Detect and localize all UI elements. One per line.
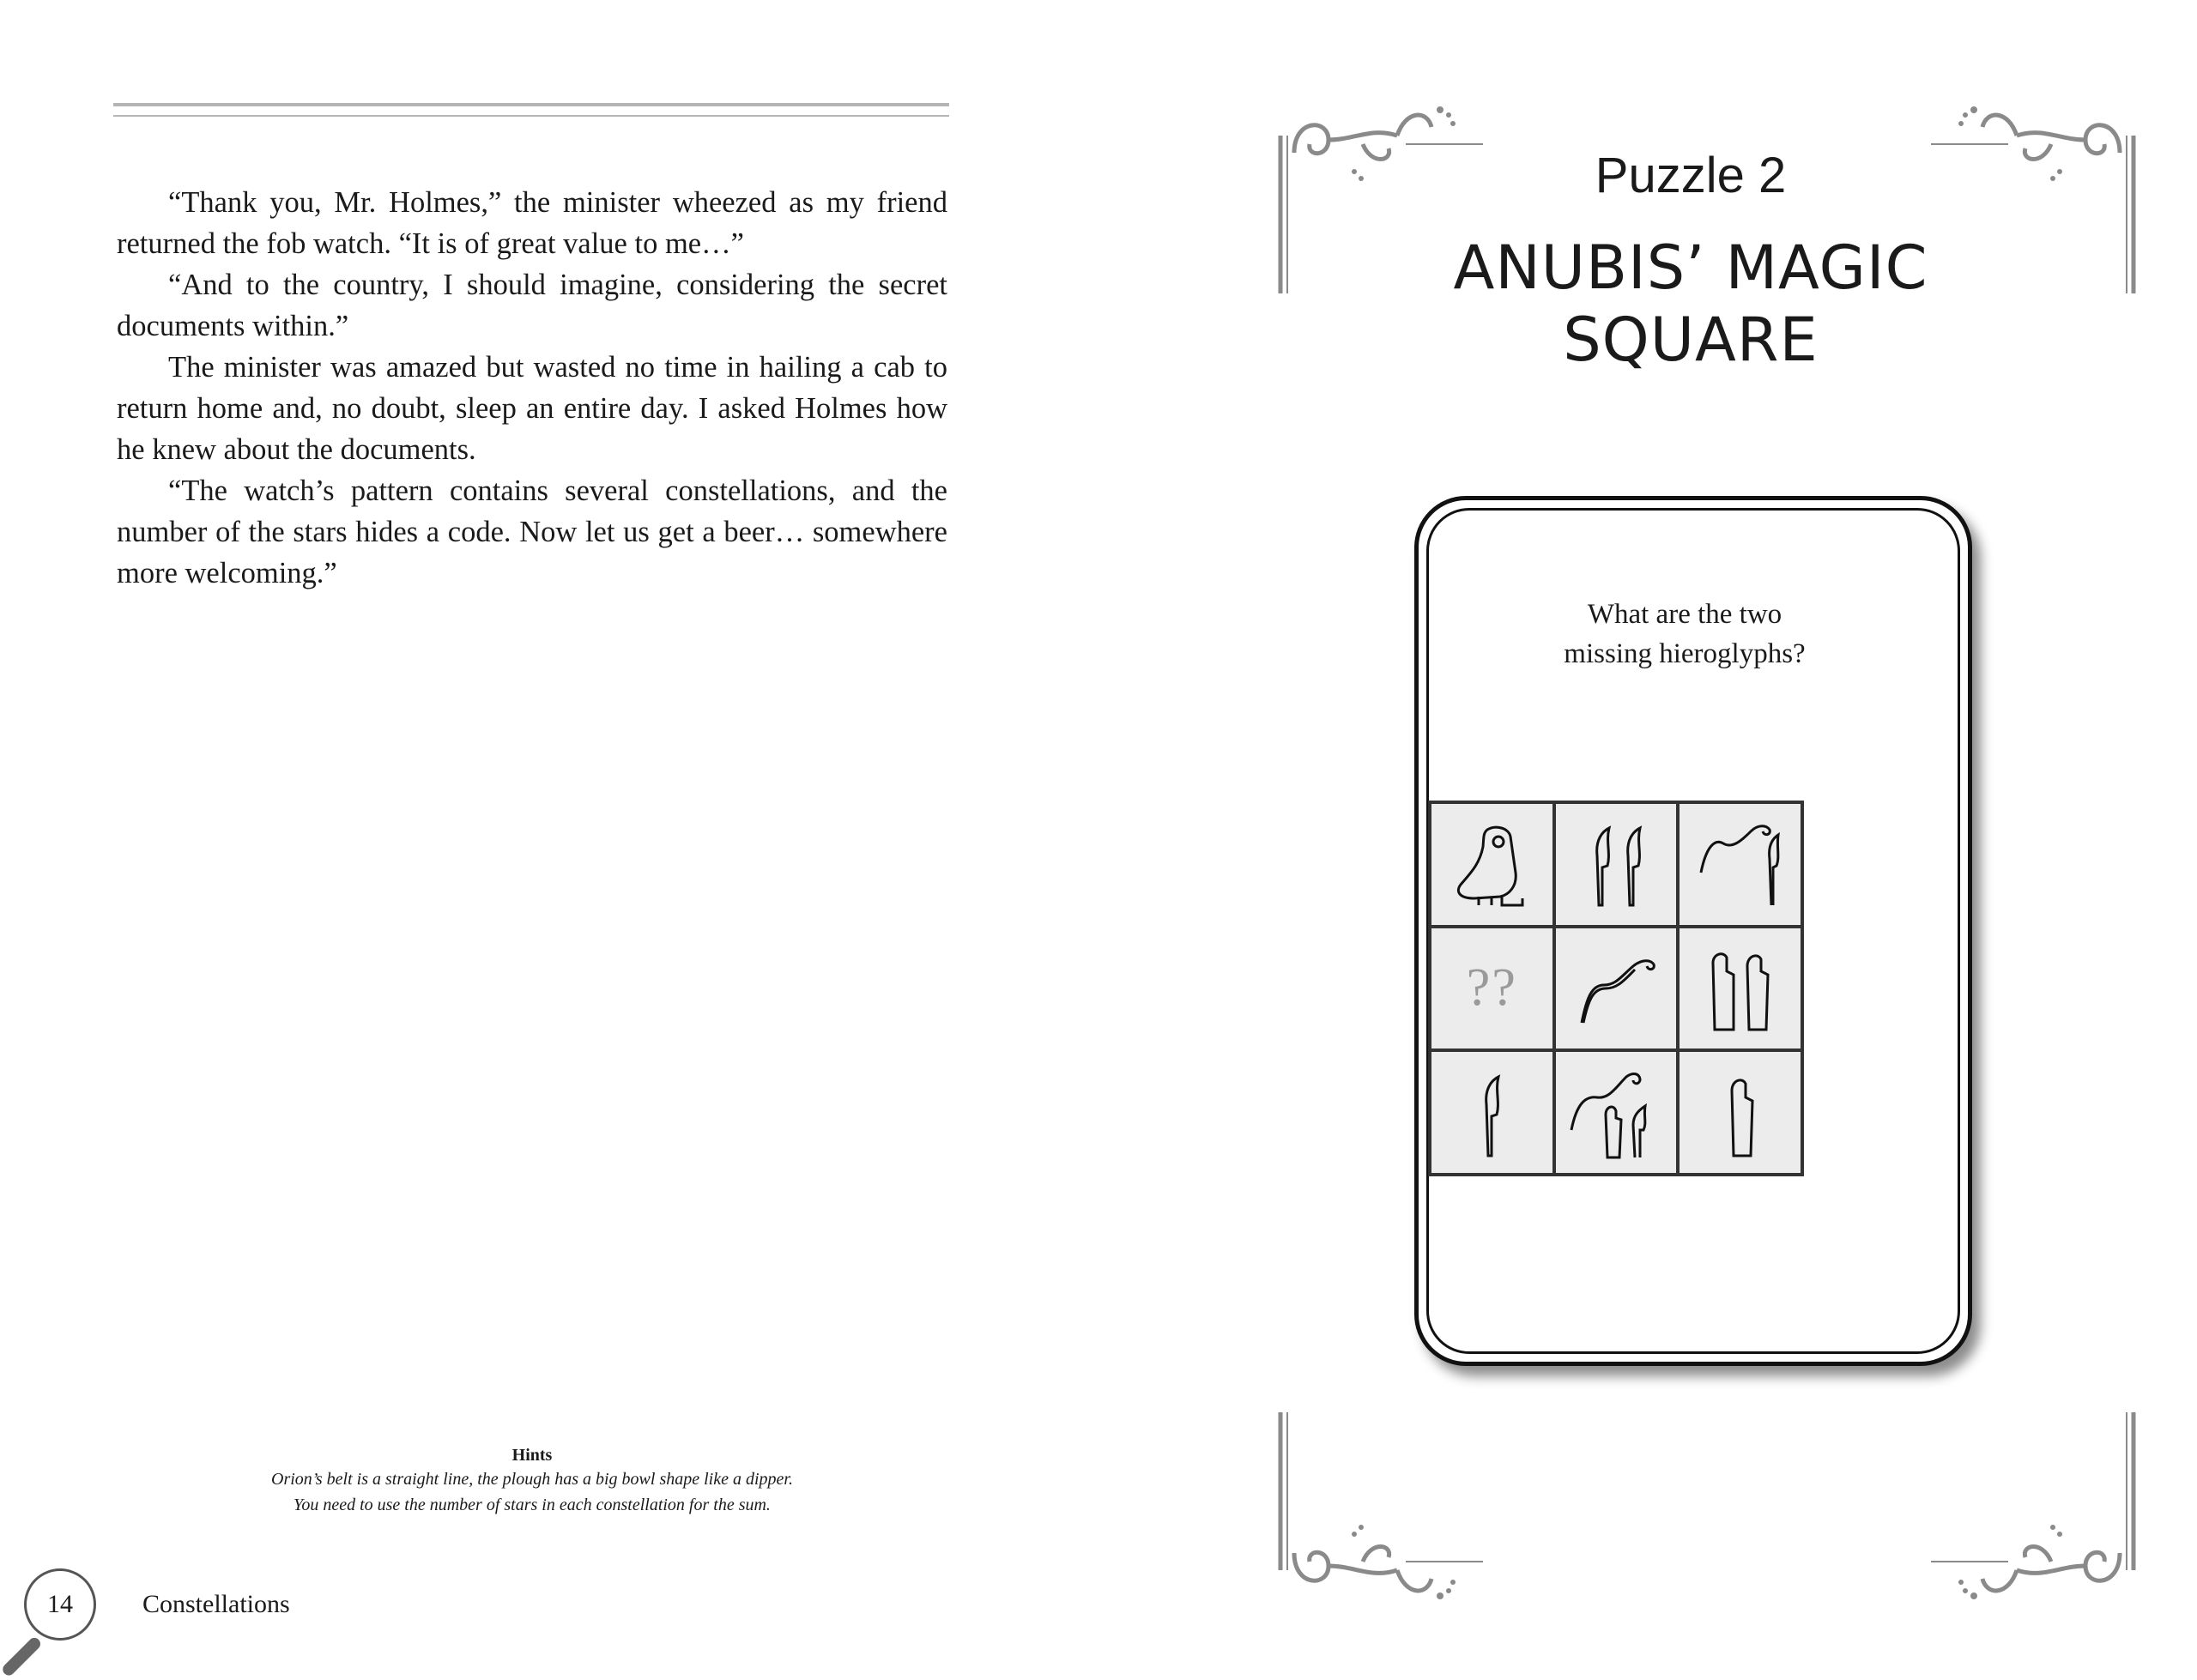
snake-and-reed-hieroglyph-icon bbox=[1689, 813, 1792, 916]
top-rule bbox=[113, 103, 949, 117]
story-paragraph: “Thank you, Mr. Holmes,” the minister wheezed as my friend returned the fob watch. “It is of great value to me…” bbox=[117, 186, 947, 260]
puzzle-title-line: ANUBIS’ MAGIC bbox=[1453, 233, 1928, 303]
story-paragraph: The minister was amazed but wasted no time in hailing a cab to return home and, no doubt, sleep an entire day. I asked Holmes how he knew about the documents. bbox=[117, 351, 947, 466]
grid-cell bbox=[1430, 802, 1554, 927]
puzzle-title bbox=[1356, 232, 2025, 376]
hints-title: Hints bbox=[511, 1446, 553, 1465]
puzzle-title-line: SQUARE bbox=[1563, 305, 1819, 375]
question-line: What are the two bbox=[1587, 599, 1782, 630]
page-folio bbox=[24, 1568, 367, 1680]
wall-hieroglyph-icon bbox=[1689, 1061, 1792, 1164]
two-reed-hieroglyph-icon bbox=[1565, 813, 1667, 916]
section-name: Constellations bbox=[142, 1590, 290, 1618]
two-wall-hieroglyph-icon bbox=[1689, 937, 1792, 1040]
grid-cell bbox=[1554, 927, 1679, 1051]
story-paragraph: “The watch’s pattern contains several constellations, and the number of the stars hides a code. Now let us get a beer… somewhere more welcoming.” bbox=[117, 474, 947, 589]
magic-square-grid bbox=[1428, 801, 1804, 1176]
grid-cell bbox=[1678, 927, 1802, 1051]
grid-cell bbox=[1430, 1050, 1554, 1175]
grid-cell bbox=[1678, 802, 1802, 927]
hint-line: Orion’s belt is a straight line, the plough has a big bowl shape like a dipper. bbox=[271, 1470, 793, 1489]
left-page bbox=[0, 0, 1098, 1680]
hints-box bbox=[163, 1444, 901, 1518]
reed-hieroglyph-icon bbox=[1440, 1061, 1543, 1164]
puzzle-question bbox=[1462, 595, 1908, 674]
story-paragraph: “And to the country, I should imagine, considering the secret documents within.” bbox=[117, 269, 947, 342]
missing-hieroglyph-marker: ?? bbox=[1466, 958, 1517, 1018]
owl-hieroglyph-icon bbox=[1440, 813, 1543, 916]
right-page bbox=[1098, 0, 2197, 1680]
question-line: missing hieroglyphs? bbox=[1564, 638, 1806, 669]
grid-cell-missing bbox=[1430, 927, 1554, 1051]
flourish-ornament-bottom-left-icon bbox=[1277, 1407, 1500, 1604]
magnifying-glass-handle bbox=[0, 1635, 42, 1677]
story-text bbox=[117, 182, 947, 594]
puzzle-number: Puzzle 2 bbox=[1595, 148, 1787, 203]
grid-cell bbox=[1554, 802, 1679, 927]
grid-cell bbox=[1678, 1050, 1802, 1175]
snake-hieroglyph-icon bbox=[1565, 937, 1667, 1040]
grid-cell bbox=[1554, 1050, 1679, 1175]
flourish-ornament-bottom-right-icon bbox=[1914, 1407, 2137, 1604]
hint-line: You need to use the number of stars in each constellation for the sum. bbox=[294, 1496, 771, 1514]
page-number: 14 bbox=[47, 1590, 73, 1618]
snake-wall-reed-hieroglyph-icon bbox=[1565, 1061, 1667, 1164]
